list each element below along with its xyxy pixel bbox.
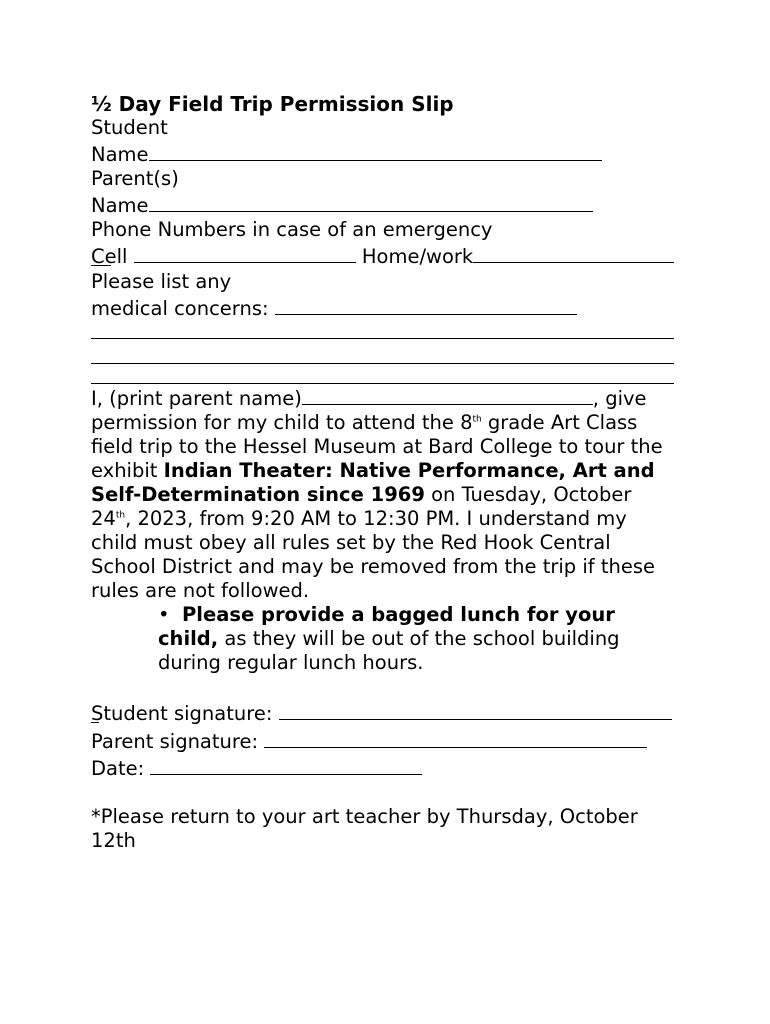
consent-line-2: permission for my child to attend the 8th grade Art Class [91, 411, 638, 434]
form-title: ½ Day Field Trip Permission Slip [91, 92, 454, 116]
consent-line-3: field trip to the Hessel Museum at Bard College to tour the [91, 435, 663, 458]
lunch-bullet: • Please provide a bagged lunch for your child, as they will be out of the school building during regular lunch hours. [158, 603, 620, 674]
parent-name-row [91, 191, 691, 218]
home-work-label: Home/work [361, 245, 474, 268]
parent-label: Parent(s) [91, 167, 179, 190]
print-parent-name-field[interactable] [302, 384, 593, 405]
consent-line-9: rules are not followed. [91, 579, 310, 602]
parent-signature-row [91, 727, 691, 754]
parent-signature-field[interactable] [264, 727, 647, 748]
date-field[interactable] [150, 754, 422, 775]
medical-row [91, 294, 691, 321]
medical-concerns-line-4[interactable] [91, 371, 674, 384]
print-parent-name-label: I, (print parent name) [91, 387, 302, 410]
consent-give-text: , give [592, 387, 647, 410]
date-label: Date: [91, 757, 145, 780]
cell-label: Cell [91, 245, 128, 268]
parent-name-label: Name [91, 194, 149, 217]
student-signature-label: Student signature: [91, 702, 273, 725]
bullet-icon: • [158, 603, 170, 626]
date-row [91, 754, 691, 781]
parent-name-field[interactable] [149, 191, 593, 212]
consent-line-7: child must obey all rules set by the Red Hook Central [91, 531, 611, 554]
phone-row [91, 242, 691, 269]
phone-heading: Phone Numbers in case of an emergency [91, 218, 493, 241]
medical-concerns-line-3[interactable] [91, 346, 674, 364]
medical-label: Please list any [91, 270, 232, 293]
medical-concerns-label: medical concerns: [91, 297, 269, 320]
consent-row [91, 384, 691, 411]
consent-line-5: Self-Determination since 1969 on Tuesday, October [91, 483, 632, 506]
student-label: Student [91, 116, 168, 139]
exhibit-name-cont: Self-Determination since 1969 [91, 483, 425, 506]
consent-line-6: 24th, 2023, from 9:20 AM to 12:30 PM. I understand my [91, 507, 627, 530]
consent-line-8: School District and may be removed from the trip if these [91, 555, 656, 578]
student-name-row [91, 140, 691, 167]
student-signature-row [91, 699, 691, 726]
student-name-label: Name [91, 143, 149, 166]
consent-line-4: exhibit Indian Theater: Native Performance, Art and [91, 459, 655, 482]
medical-concerns-field[interactable] [275, 294, 577, 315]
exhibit-name: Indian Theater: Native Performance, Art and [163, 459, 655, 482]
medical-concerns-line-2[interactable] [91, 321, 674, 339]
permission-slip [91, 92, 691, 853]
parent-signature-label: Parent signature: [91, 730, 259, 753]
home-work-field[interactable] [473, 242, 674, 263]
cell-field[interactable] [134, 242, 356, 263]
student-name-field[interactable] [149, 140, 602, 161]
student-signature-field[interactable] [279, 699, 672, 720]
return-note: *Please return to your art teacher by Thursday, October [91, 805, 638, 828]
return-note-cont: 12th [91, 829, 136, 852]
